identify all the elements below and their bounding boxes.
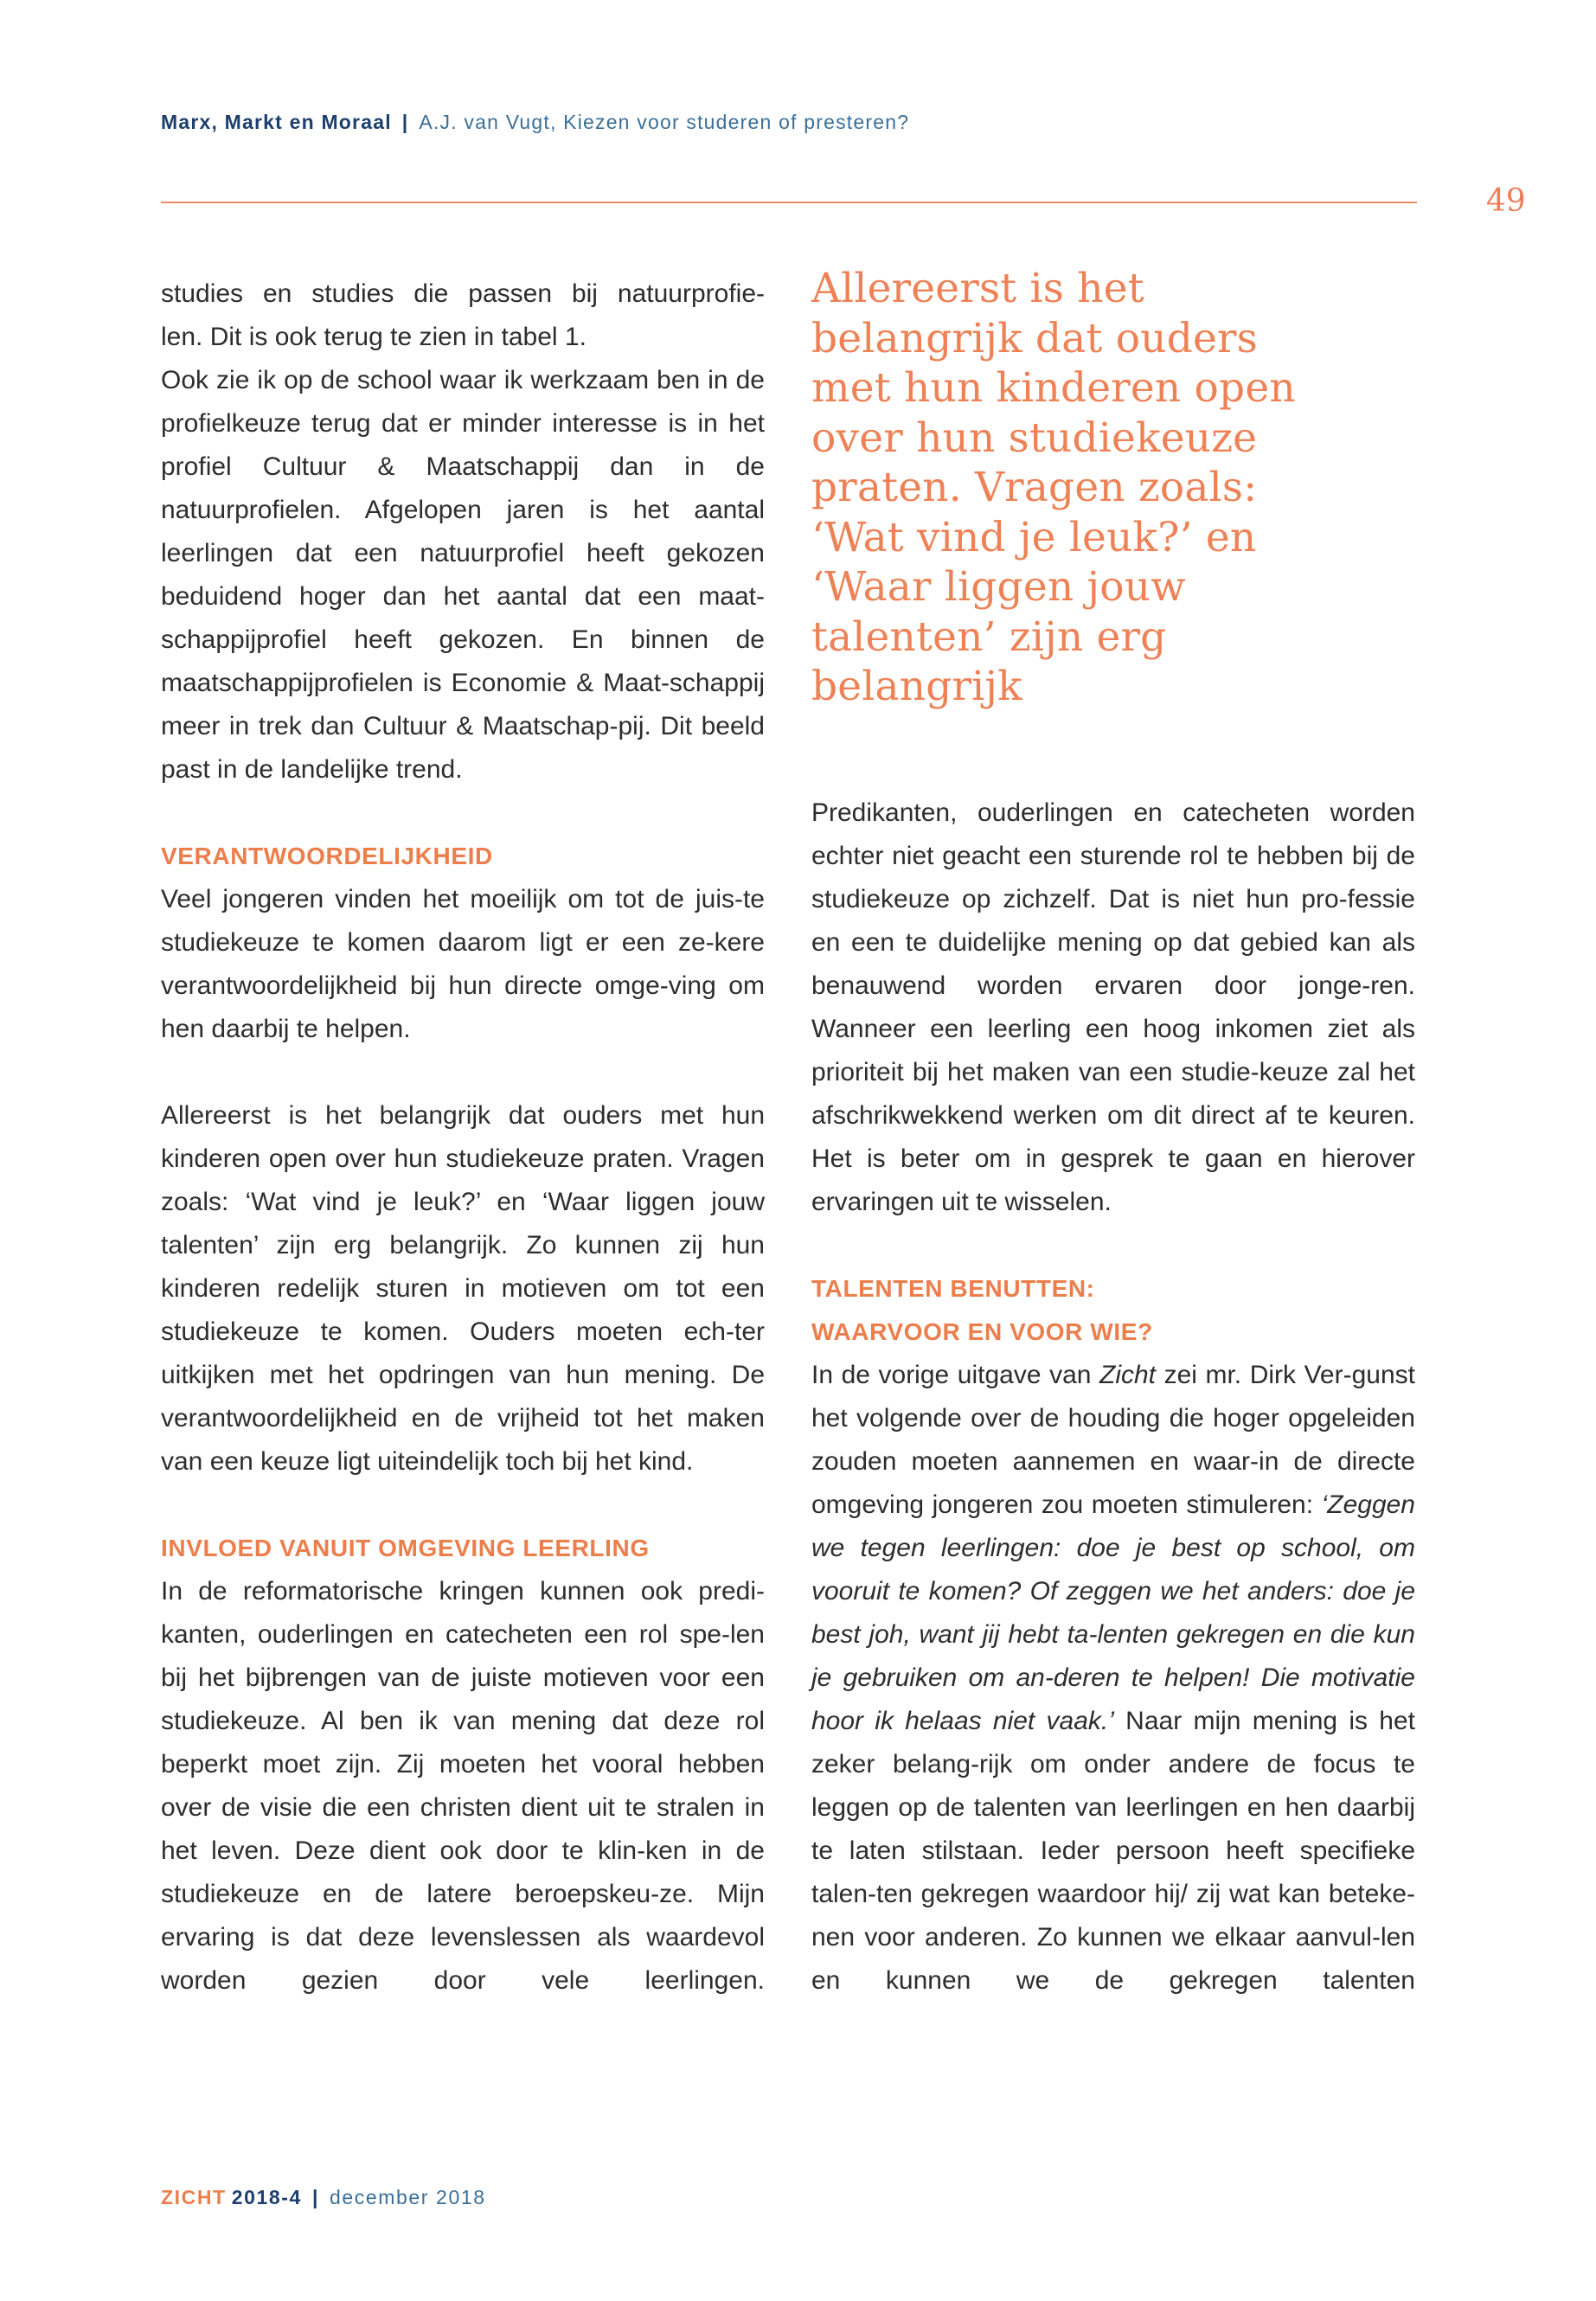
section-heading-talenten-line2: WAARVOOR EN VOOR WIE?: [811, 1318, 1153, 1345]
intro-line-1: studies en studies die passen bij natuurprofie-: [161, 279, 765, 308]
footer-magazine: ZICHT: [161, 2186, 227, 2208]
footer: [161, 2186, 486, 2209]
pull-quote-line: over hun studiekeuze: [811, 413, 1258, 462]
header-rule: [161, 202, 1417, 203]
text-run: Naar mijn mening is het zeker belang-rijk om onder andere de focus te leggen op de talenten van leerlingen en hen daarbij te laten stilstaan. Ieder persoon heeft specifieke talen-ten gekregen waardoor hij/ zij wat kan beteke-nen voor anderen. Zo kunnen we elkaar aanvul-len en kunnen we de gekregen talenten: [811, 1707, 1415, 1995]
footer-issue: 2018-4: [231, 2186, 302, 2208]
article-subtitle: A.J. van Vugt, Kiezen voor studeren of presteren?: [419, 111, 910, 133]
paragraph: Ook zie ik op de school waar ik werkzaam ben in de profielkeuze terug dat er minder interesse is in het profiel Cultuur & Maatschappij dan in de natuurprofielen. Afgelopen jaren is het aantal leerlingen dat een natuurprofiel heeft gekozen beduidend hoger dan het aantal dat een maat-schappijprofiel heeft gekozen. En binnen de maatschappijprofielen is Economie & Maat-schappij meer in trek dan Cultuur & Maatschap-pij. Dit beeld past in de landelijke trend.: [161, 366, 765, 784]
left-column: [161, 272, 765, 2003]
publication-title: Marx, Markt en Moraal: [161, 111, 392, 133]
pull-quote-line: met hun kinderen open: [811, 364, 1296, 412]
intro-line-2: len. Dit is ook terug te zien in tabel 1.: [161, 323, 586, 351]
right-column: [811, 792, 1415, 2003]
footer-date: december 2018: [329, 2186, 486, 2208]
pull-quote-line: ‘Wat vind je leuk?’ en: [811, 513, 1257, 561]
magazine-name: Zicht: [1099, 1361, 1157, 1389]
header-separator: |: [401, 111, 409, 133]
pull-quote-line: praten. Vragen zoals:: [811, 464, 1258, 511]
quote-text: ‘Zeggen we tegen leerlingen: doe je best op school, om vooruit te komen? Of zeggen we het anders: doe je best joh, want jij hebt ta-lenten gekregen en die kun je gebruiken om an-deren te helpen! Die motivatie hoor ik helaas niet vaak.’: [811, 1490, 1415, 1735]
pull-quote-line: Allereerst is het: [811, 265, 1144, 312]
paragraph: Allereerst is het belangrijk dat ouders met hun kinderen open over hun studiekeuze praten. Vragen zoals: ‘Wat vind je leuk?’ en ‘Waar liggen jouw talenten’ zijn erg belangrijk. Zo kunnen zij hun kinderen redelijk sturen in motieven om tot een studiekeuze te komen. Ouders moeten ech-ter uitkijken met het opdringen van hun mening. De verantwoordelijkheid en de vrijheid tot het maken van een keuze ligt uiteindelijk toch bij het kind.: [161, 1101, 765, 1476]
section-heading-invloed: INVLOED VANUIT OMGEVING LEERLING: [161, 1535, 650, 1561]
pull-quote-line: ‘Waar liggen jouw: [811, 563, 1186, 611]
text-run: In de vorige uitgave van: [811, 1361, 1099, 1389]
paragraph: Veel jongeren vinden het moeilijk om tot de juis-te studiekeuze te komen daarom ligt er een ze-kere verantwoordelijkheid bij hun directe omge-ving om hen daarbij te helpen.: [161, 885, 765, 1043]
pull-quote: [811, 264, 1417, 712]
section-heading-talenten: TALENTEN BENUTTEN:: [811, 1275, 1095, 1302]
running-header: [161, 111, 909, 134]
pull-quote-line: belangrijk dat ouders: [811, 314, 1258, 362]
section-heading-verantwoordelijkheid: VERANTWOORDELIJKHEID: [161, 843, 493, 869]
paragraph: In de reformatorische kringen kunnen ook predi-kanten, ouderlingen en catecheten een rol spe-len bij het bijbrengen van de juiste motieven voor een studiekeuze. Al ben ik van mening dat deze rol beperkt moet zijn. Zij moeten het vooral hebben over de visie die een christen dient uit te stralen in het leven. Deze dient ook door te klin-ken in de studiekeuze en de latere beroepskeu-ze. Mijn ervaring is dat deze levenslessen als waardevol worden gezien door vele leerlingen.: [161, 1577, 765, 1995]
paragraph: Predikanten, ouderlingen en catecheten worden echter niet geacht een sturende rol te hebben bij de studiekeuze op zichzelf. Dat is niet hun pro-fessie en een te duidelijke mening op dat gebied kan als benauwend worden ervaren door jonge-ren. Wanneer een leerling een hoog inkomen ziet als prioriteit bij het maken van een studie-keuze zal het afschrikwekkend werken om dit direct af te keuren. Het is beter om in gesprek te gaan en hierover ervaringen uit te wisselen.: [811, 798, 1415, 1216]
page-number: 49: [1486, 183, 1526, 219]
text-run: zei mr. Dirk Ver-gunst het volgende over de houding die hoger opgeleiden zouden moeten aannemen en waar-in de directe omgeving jongeren zou moeten stimuleren:: [811, 1361, 1415, 1519]
footer-separator: |: [311, 2186, 319, 2208]
paragraph: [811, 1354, 1415, 2003]
pull-quote-line: belangrijk: [811, 663, 1022, 710]
pull-quote-line: talenten’ zijn erg: [811, 612, 1167, 661]
